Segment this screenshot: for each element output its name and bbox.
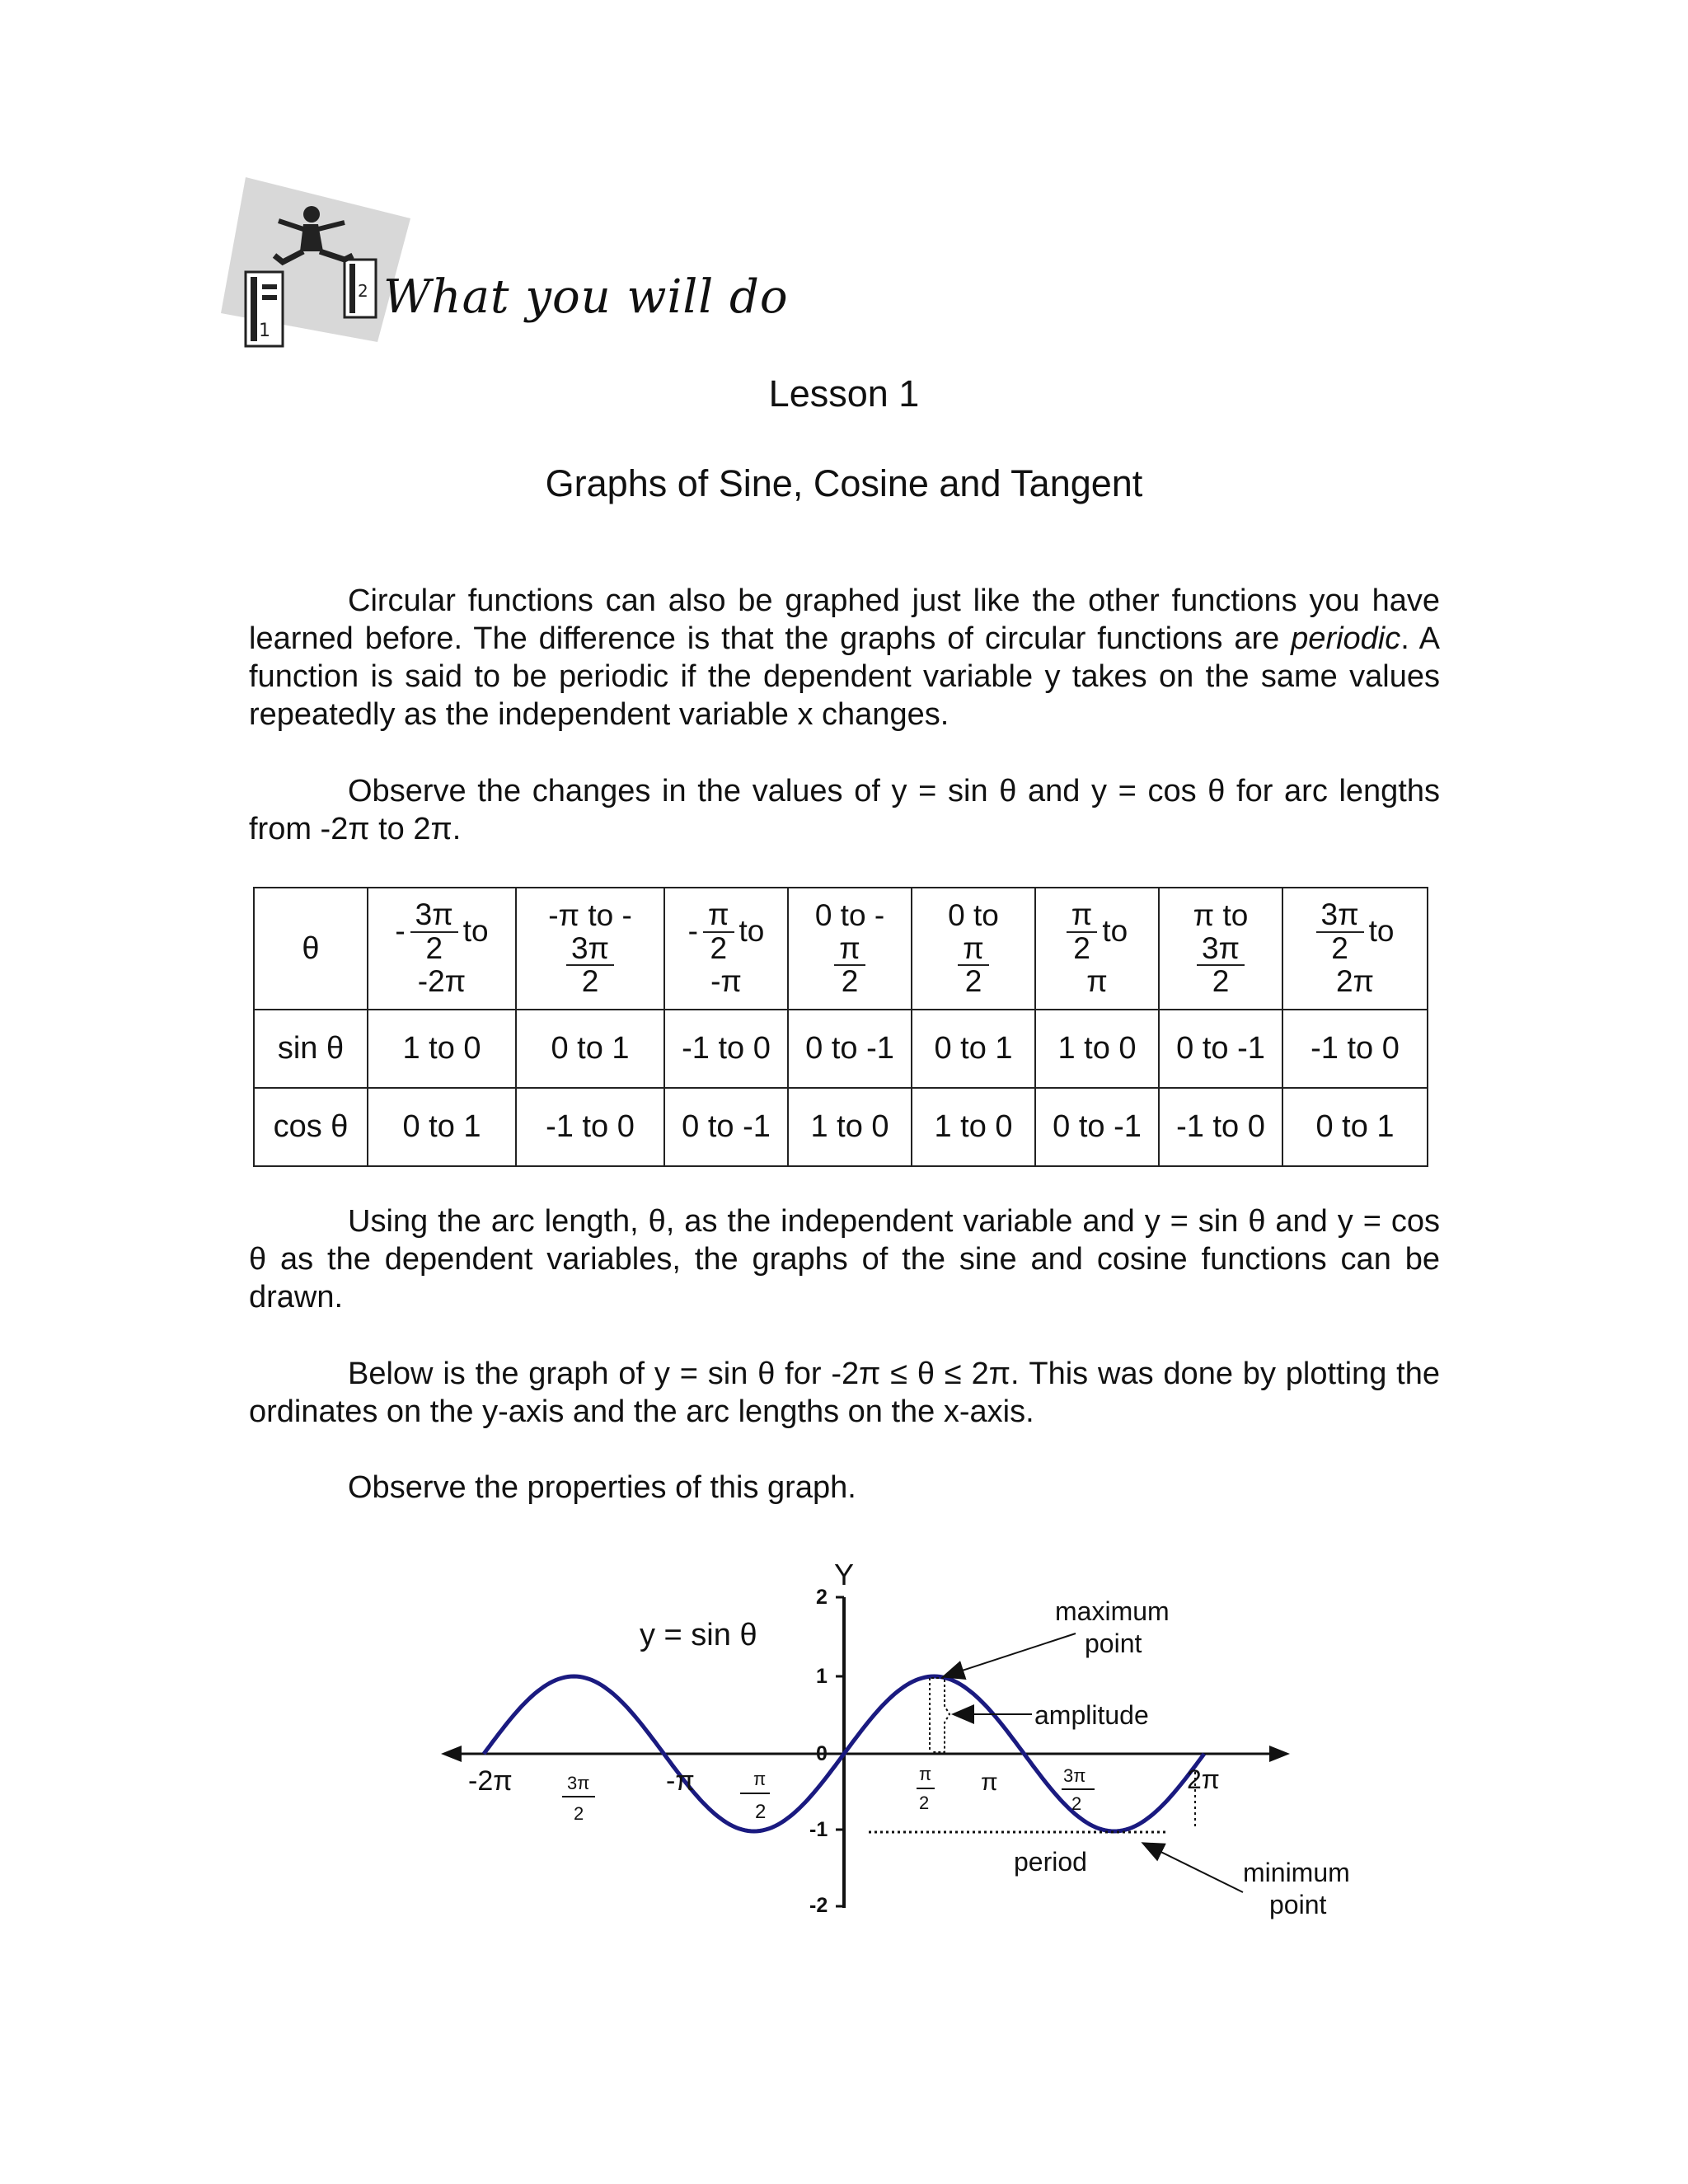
x-label-3pi2-num: 3π <box>1063 1765 1086 1786</box>
x-label-neg-pi2-num: π <box>753 1769 767 1789</box>
period-label: period <box>1014 1847 1087 1877</box>
maximum-label: maximum <box>1055 1596 1170 1626</box>
sine-cosine-table <box>253 887 1428 1167</box>
table-cell: 1 to 0 <box>788 1088 912 1166</box>
observe-properties-paragraph: Observe the properties of this graph. <box>348 1470 856 1505</box>
minimum-label-2: point <box>1269 1890 1327 1919</box>
periodic-term: periodic <box>1291 621 1401 656</box>
x-axis-right-arrow <box>1269 1746 1290 1762</box>
minimum-label: minimum <box>1243 1858 1350 1887</box>
interval-cell: - $\frac{3\pi}{2}$ to -2π <box>368 888 516 1010</box>
lesson-title: Graphs of Sine, Cosine and Tangent <box>545 462 1143 504</box>
table-cell: 0 to -1 <box>1035 1088 1159 1166</box>
amplitude-bracket <box>930 1678 950 1752</box>
y-axis-label: Y <box>834 1558 855 1591</box>
x-label-pi2-den: 2 <box>919 1793 930 1813</box>
jumping-man-over-books-icon <box>221 173 419 354</box>
y-tick-label: -1 <box>809 1818 828 1841</box>
y-tick-label: 0 <box>816 1742 828 1765</box>
interval-cell: π to $\frac{3\pi}{2}$ <box>1159 888 1282 1010</box>
x-label-3pi2-den: 2 <box>1071 1793 1082 1814</box>
section-title: What you will do <box>383 270 789 324</box>
interval-cell: 0 to $\frac{\pi}{2}$ <box>912 888 1035 1010</box>
x-label-2pi: 2π <box>1187 1765 1220 1794</box>
x-label-neg-pi2-den: 2 <box>755 1801 767 1823</box>
lesson-label: Lesson 1 <box>768 373 920 415</box>
svg-text:2: 2 <box>358 281 368 301</box>
x-label-neg-2pi: -2π <box>468 1765 513 1797</box>
y-tick-label: -2 <box>809 1894 828 1917</box>
table-cell: -1 to 0 <box>1159 1088 1282 1166</box>
x-label-neg-3pi2-num: 3π <box>567 1773 590 1793</box>
theta-header: θ <box>254 888 368 1010</box>
table-cell: 0 to -1 <box>788 1010 912 1088</box>
table-cell: 1 to 0 <box>1035 1010 1159 1088</box>
table-row <box>254 1010 1428 1088</box>
y-tick-label: 2 <box>816 1586 828 1609</box>
amplitude-label: amplitude <box>1034 1700 1149 1730</box>
graph-intro-paragraph: Below is the graph of y = sin θ for -2π ≤ θ ≤ 2π. This was done by plotting the ordinates on the y-axis and the arc lengths on the x-axis. <box>249 1357 1440 1429</box>
interval-cell: 0 to - $\frac{\pi}{2}$ <box>788 888 912 1010</box>
table-cell: 1 to 0 <box>912 1088 1035 1166</box>
table-cell: 1 to 0 <box>368 1010 516 1088</box>
table-cell: 0 to -1 <box>1159 1010 1282 1088</box>
table-cell: 0 to 1 <box>1282 1088 1428 1166</box>
x-label-neg-pi: -π <box>666 1765 695 1797</box>
interval-cell: $\frac{\pi}{2}$ to π <box>1035 888 1159 1010</box>
table-cell: -1 to 0 <box>664 1010 788 1088</box>
y-tick-label: 1 <box>816 1665 828 1688</box>
sine-graph <box>0 1533 1688 1961</box>
explanation-paragraph: Using the arc length, θ, as the independent variable and y = sin θ and y = cos θ as the dependent variables, the graphs of the sine and cosine functions can be drawn. <box>249 1204 1440 1315</box>
maximum-arrow <box>945 1633 1076 1676</box>
interval-cell: - $\frac{\pi}{2}$ to -π <box>664 888 788 1010</box>
minimum-arrow <box>1144 1844 1243 1892</box>
maximum-label-2: point <box>1085 1629 1142 1658</box>
table-row <box>254 1088 1428 1166</box>
table-cell: 0 to 1 <box>516 1010 664 1088</box>
y-ticks <box>809 1586 844 1917</box>
svg-text:1: 1 <box>259 321 270 341</box>
equation-label: y = sin θ <box>640 1618 757 1652</box>
table-cell: 0 to -1 <box>664 1088 788 1166</box>
observe-paragraph: Observe the changes in the values of y = sin θ and y = cos θ for arc lengths from -2π to 2π. <box>249 774 1440 846</box>
x-label-pi: π <box>981 1769 998 1796</box>
table-cell: -1 to 0 <box>1282 1010 1428 1088</box>
table-cell: 0 to 1 <box>368 1088 516 1166</box>
x-label-neg-3pi2-den: 2 <box>574 1803 584 1824</box>
interval-cell: -π to - $\frac{3\pi}{2}$ <box>516 888 664 1010</box>
intro-paragraph: Circular functions can also be graphed just like the other functions you have learned before. The difference is that the graphs of circular functions are periodic. A function is said to be periodic if the dependent variable y takes on the same values repeatedly as the independent variable x changes. <box>249 583 1440 732</box>
sin-row-label: sin θ <box>254 1010 368 1088</box>
table-row <box>254 888 1428 1010</box>
x-axis-left-arrow <box>441 1746 462 1762</box>
table-cell: 0 to 1 <box>912 1010 1035 1088</box>
cos-row-label: cos θ <box>254 1088 368 1166</box>
x-label-pi2-num: π <box>919 1764 932 1784</box>
table-cell: -1 to 0 <box>516 1088 664 1166</box>
interval-cell: $\frac{3\pi}{2}$ to 2π <box>1282 888 1428 1010</box>
